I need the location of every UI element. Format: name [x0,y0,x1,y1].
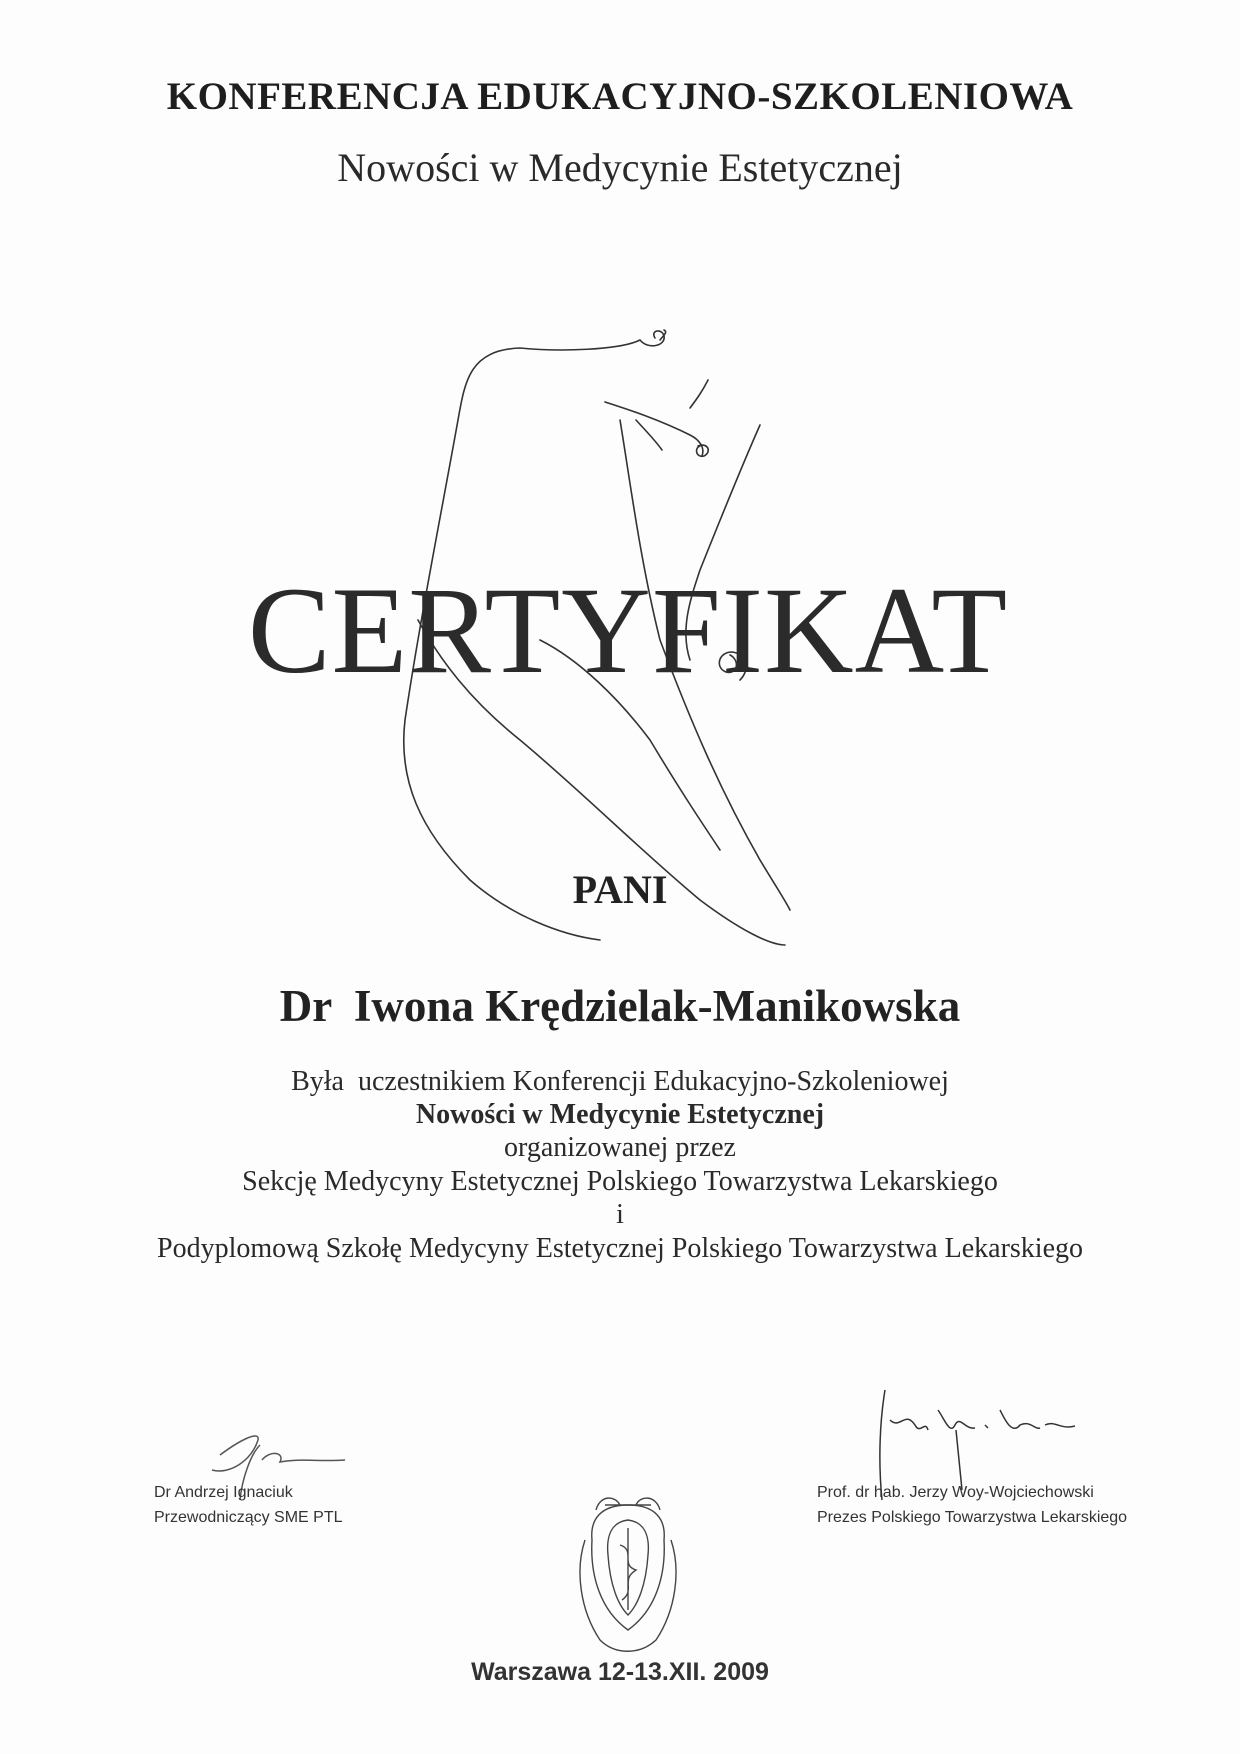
body-line-organizer: Podyplomową Szkołę Medycyny Estetycznej Polskiego Towarzystwa Lekarskiego [157,1233,1083,1264]
body-line: i [616,1199,624,1230]
certificate-heading: CERTYFIKAT [247,562,1009,699]
body-line: organizowanej przez [504,1132,736,1163]
signatory-name: Dr Andrzej Ignaciuk [154,1484,293,1501]
society-seal [580,1498,676,1651]
body-line: Była uczestnikiem Konferencji Edukacyjno-Szkoleniowej [291,1066,949,1097]
body-line-conference: Nowości w Medycynie Estetycznej [415,1099,825,1130]
left-signatory [154,1480,343,1530]
conference-subtitle: Nowości w Medycynie Estetycznej [337,145,903,190]
body-line-organizer: Sekcję Medycyny Estetycznej Polskiego Towarzystwa Lekarskiego [242,1166,998,1197]
signatory-role: Prezes Polskiego Towarzystwa Lekarskiego [817,1509,1128,1526]
signatory-name: Prof. dr hab. Jerzy Woy-Wojciechowski [817,1484,1094,1501]
conference-title: KONFERENCJA EDUKACYJNO-SZKOLENIOWA [166,75,1074,118]
salutation: PANI [572,867,668,912]
right-signatory [817,1480,1127,1530]
signatory-role: Przewodniczący SME PTL [154,1509,343,1526]
recipient-name: Dr Iwona Krędzielak-Manikowska [279,981,961,1031]
place-date: Warszawa 12-13.XII. 2009 [471,1658,769,1686]
